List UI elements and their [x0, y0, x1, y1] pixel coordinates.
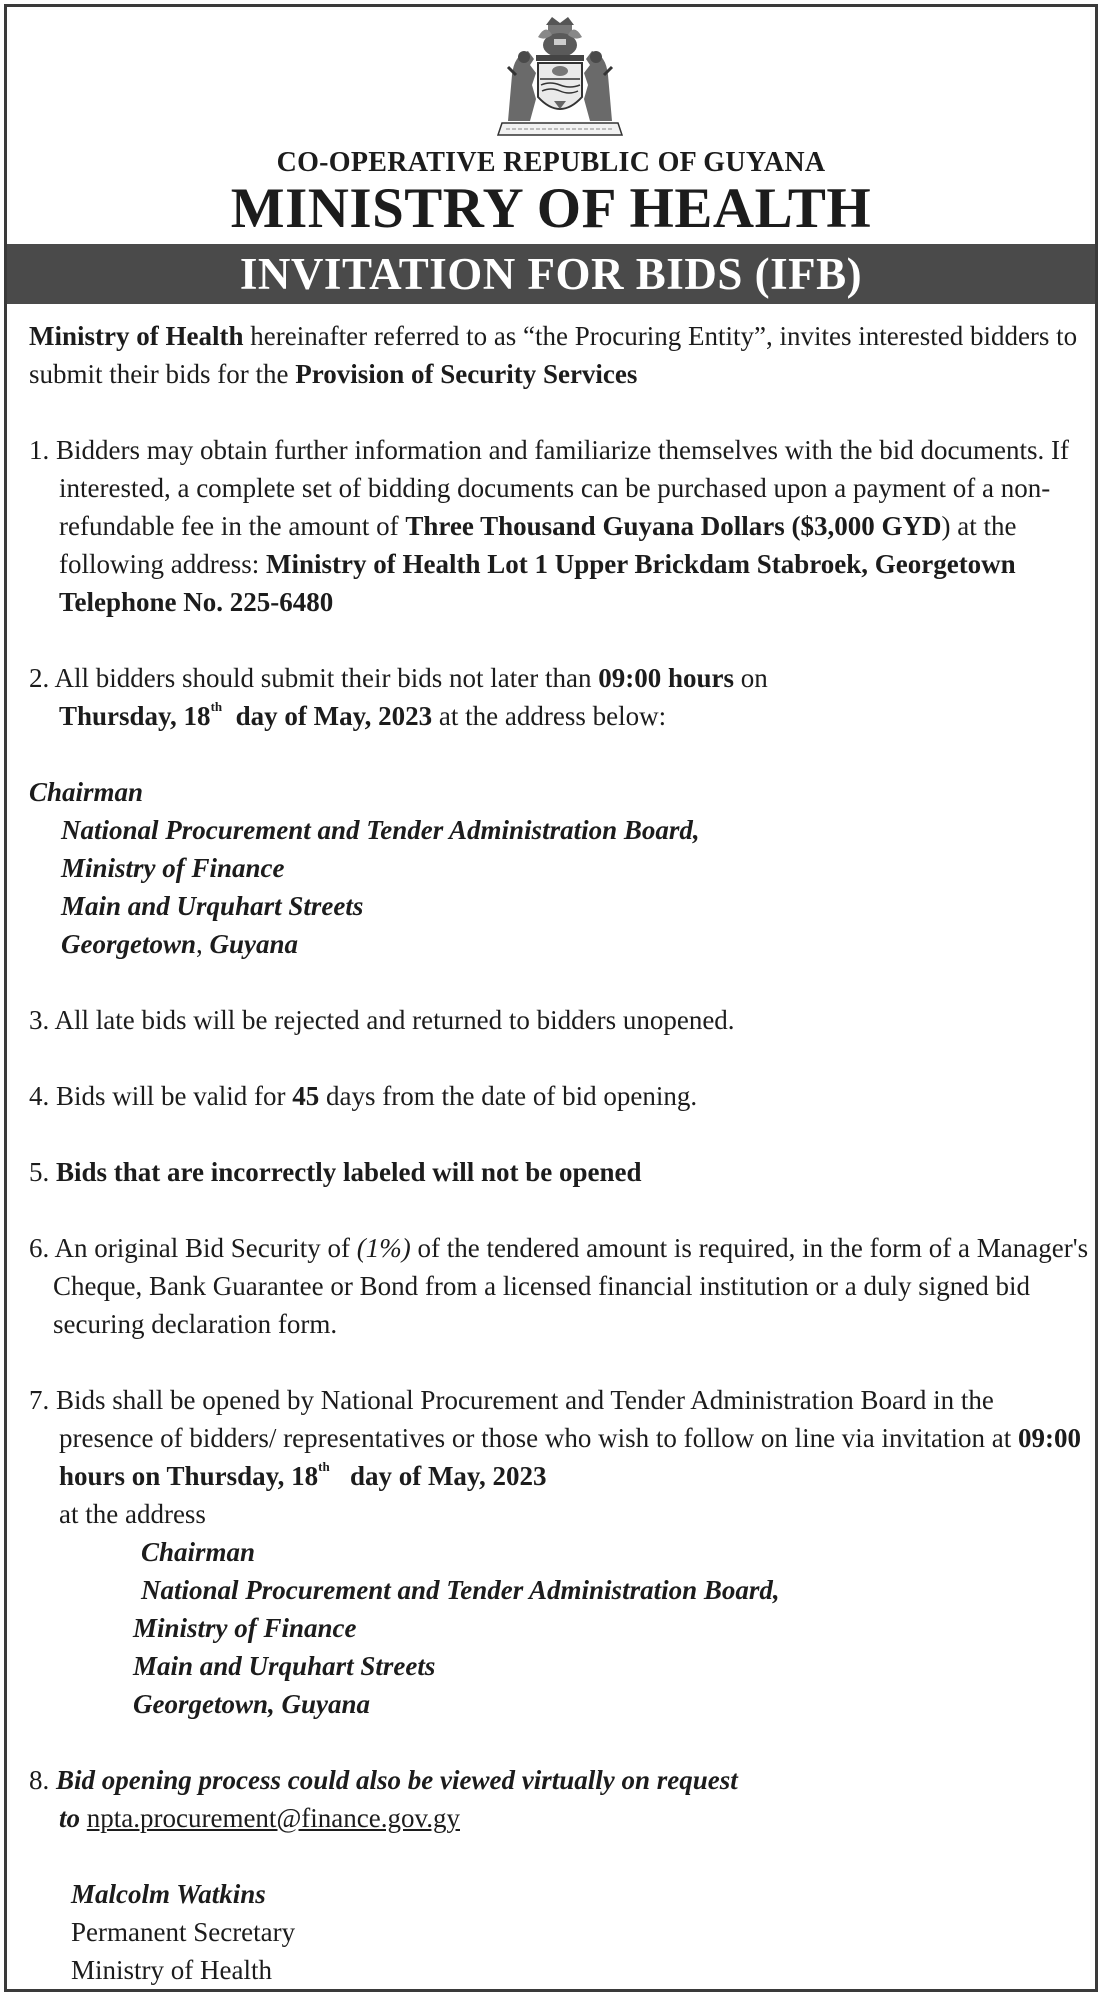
signatory-org: Ministry of Health — [71, 1955, 272, 1985]
validity-days: 45 — [292, 1081, 320, 1111]
submission-address — [29, 773, 1089, 963]
item-text: of the tendered amount is required, in the form of a Manager's Cheque, Bank Guarantee or Bond from a licensed financial institution or a duly signed bid securing declaration form. — [53, 1233, 1089, 1339]
item-5 — [29, 1153, 1089, 1191]
address-line: National Procurement and Tender Administration Board, — [141, 1575, 780, 1605]
item-8 — [29, 1761, 1089, 1837]
ministry-name: MINISTRY OF HEALTH — [230, 177, 872, 240]
purchase-address: Ministry of Health Lot 1 Upper Brickdam Stabroek, Georgetown Telephone No. 225-6480 — [59, 549, 1016, 617]
item-number: 8. — [29, 1765, 50, 1795]
item-text: Bid opening process could also be viewed virtually on request — [56, 1765, 738, 1795]
address-title: Chairman — [29, 777, 144, 807]
signature-block — [29, 1875, 1089, 1989]
signatory-title: Permanent Secretary — [71, 1917, 296, 1947]
item-number: 7. — [29, 1385, 50, 1415]
intro-text: hereinafter referred to as “the Procuring Entity”, invites interested bidders to submit their bids for the — [29, 321, 1078, 389]
item-text: at the address below: — [432, 701, 667, 731]
address-line: Georgetown, Guyana — [133, 1689, 371, 1719]
item-text: All late bids will be rejected and returned to bidders unopened. — [54, 1005, 735, 1035]
fee-amount: Three Thousand Guyana Dollars ($3,000 GYD — [405, 511, 942, 541]
item-text: An original Bid Security of — [54, 1233, 357, 1263]
item-number: 2. — [29, 663, 50, 693]
item-2 — [29, 659, 1089, 735]
address-line: Ministry of Finance — [133, 1613, 357, 1643]
signatory-name: Malcolm Watkins — [71, 1879, 266, 1909]
item-number: 6. — [29, 1233, 50, 1263]
ifb-notice — [4, 4, 1098, 1992]
coat-of-arms-icon — [494, 15, 626, 145]
email-link[interactable]: npta.procurement@finance.gov.gy — [86, 1803, 460, 1833]
item-text: ) at the following address: — [59, 511, 1017, 579]
ordinal-suffix: th — [210, 699, 223, 714]
item-text: Bids will be valid for — [56, 1081, 293, 1111]
notice-title: INVITATION FOR BIDS (IFB) — [7, 244, 1095, 304]
address-city: Georgetown — [61, 929, 196, 959]
item-6 — [29, 1229, 1089, 1343]
item-text: Bids that are incorrectly labeled will not be opened — [56, 1157, 642, 1187]
item-number: 3. — [29, 1005, 50, 1035]
address-line: Main and Urquhart Streets — [133, 1651, 436, 1681]
service-name: Provision of Security Services — [295, 359, 638, 389]
address-line: Ministry of Finance — [61, 853, 285, 883]
opening-address — [29, 1533, 1089, 1723]
address-line: Georgetown, Guyana — [61, 929, 299, 959]
item-text: All bidders should submit their bids not later than — [54, 663, 599, 693]
item-text: to — [59, 1803, 81, 1833]
item-4 — [29, 1077, 1089, 1115]
address-title: Chairman — [141, 1537, 256, 1567]
deadline-time: 09:00 hours — [598, 663, 734, 693]
ordinal-suffix: th — [318, 1459, 330, 1474]
address-line: Main and Urquhart Streets — [61, 891, 364, 921]
item-number: 1. — [29, 435, 50, 465]
item-text: days from the date of bid opening. — [319, 1081, 698, 1111]
item-number: 4. — [29, 1081, 50, 1111]
item-3 — [29, 1001, 1089, 1039]
deadline-day: Thursday, 18 — [59, 701, 211, 731]
bid-security-percent: (1%) — [356, 1233, 411, 1263]
intro-paragraph — [29, 317, 1089, 393]
item-text: at the address — [59, 1499, 206, 1529]
country-name: CO-OPERATIVE REPUBLIC OF GUYANA — [276, 147, 826, 178]
deadline-date — [59, 701, 432, 731]
opening-month-year: day of May, 2023 — [329, 1461, 547, 1491]
opening-time-day: 09:00 hours on Thursday, 18 — [59, 1423, 1082, 1491]
item-text: Bids shall be opened by National Procurement and Tender Administration Board in the presence of bidders/ representatives or those who wish to follow on line via invitation at — [56, 1385, 1019, 1453]
item-1 — [29, 431, 1089, 621]
entity-name: Ministry of Health — [29, 321, 244, 351]
address-line: National Procurement and Tender Administration Board, — [61, 815, 700, 845]
notice-body — [29, 317, 1089, 1989]
address-country: Guyana — [209, 929, 299, 959]
item-text: Bidders may obtain further information and familiarize themselves with the bid documents. If interested, a complete set of bidding documents can be purchased upon a payment of a non-refundable fee in the amount of — [56, 435, 1069, 541]
item-7 — [29, 1381, 1089, 1533]
deadline-month-year: day of May, 2023 — [222, 701, 433, 731]
item-number: 5. — [29, 1157, 50, 1187]
item-text: on — [733, 663, 768, 693]
